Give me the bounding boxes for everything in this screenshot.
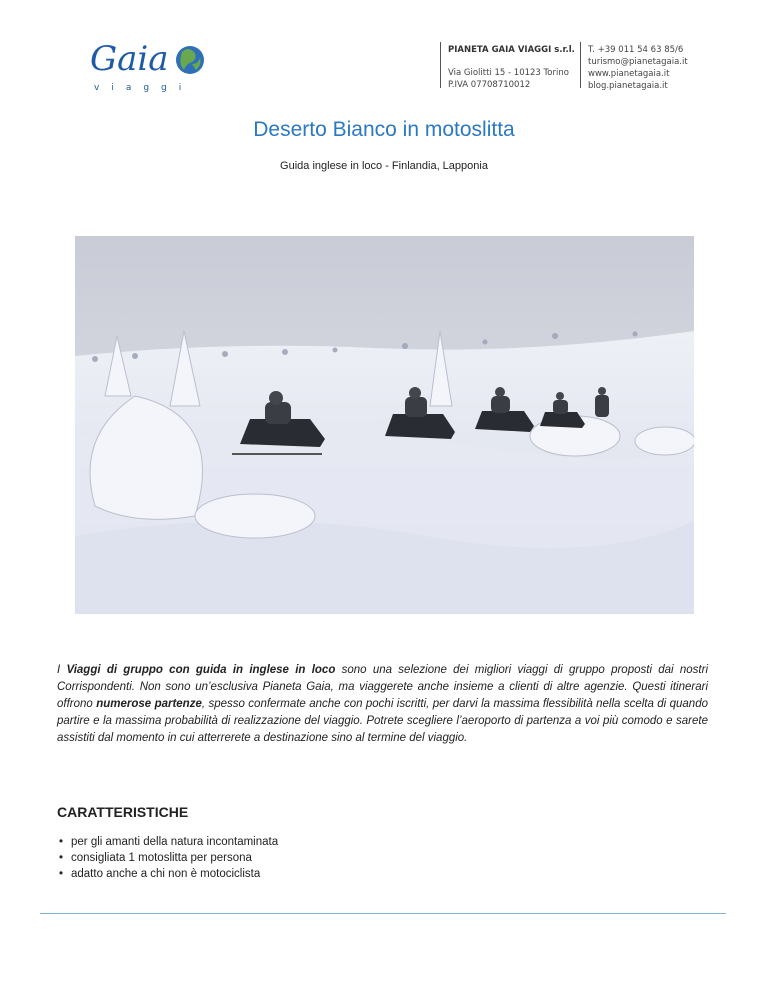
company-info <box>448 44 575 91</box>
page-subtitle: Guida inglese in loco - Finlandia, Lapponia <box>280 160 488 172</box>
logo-brand: Gaia <box>90 39 169 79</box>
page-title: Deserto Bianco in motoslitta <box>253 118 515 141</box>
company-email[interactable]: turismo@pianetagaia.it <box>588 57 688 67</box>
logo-mark <box>90 30 210 94</box>
intro-highlight: Viaggi di gruppo con guida in inglese in loco <box>66 664 336 676</box>
logo-tagline: viaggi <box>94 83 194 93</box>
snowmobile-landscape-photo-icon <box>75 236 694 614</box>
company-phone: T. +39 011 54 63 85/6 <box>588 45 684 55</box>
list-item: • adatto anche a chi non è motociclista <box>57 866 278 882</box>
features-heading: CARATTERISTICHE <box>57 804 189 820</box>
gaia-viaggi-logo <box>90 30 210 94</box>
list-item: • per gli amanti della natura incontaminata <box>57 834 278 850</box>
bottom-divider <box>40 913 726 914</box>
company-contacts <box>588 44 688 92</box>
header-separator <box>580 42 581 88</box>
header-separator <box>440 42 441 88</box>
intro-paragraph: I Viaggi di gruppo con guida in inglese in loco sono una selezione dei migliori viaggi di gruppo proposti dai nostri Corrispondenti. Non sono un’esclusiva Pianeta Gaia, ma viaggerete anche insieme a clienti di altre agenzie. Questi itinerari offrono numerose partenze, spesso confermate anche con pochi iscritti, per darvi la massima flessibilità nella scelta di quando partire e la massima probabilità di realizzazione del viaggio. Potrete scegliere l’aeroporto di partenza a voi più comodo e sarete assistiti dal momento in cui atterrerete a destinazione sino al termine del viaggio. <box>57 664 709 744</box>
company-website[interactable]: www.pianetagaia.it <box>588 69 670 79</box>
snowmobile-photo <box>75 236 694 614</box>
company-address: Via Giolitti 15 - 10123 Torino <box>448 68 569 78</box>
intro-highlight: numerose partenze <box>96 698 202 710</box>
company-name: PIANETA GAIA VIAGGI s.r.l. <box>448 45 575 55</box>
list-item: • consigliata 1 motoslitta per persona <box>57 850 278 866</box>
company-vat: P.IVA 07708710012 <box>448 80 531 90</box>
company-blog[interactable]: blog.pianetagaia.it <box>588 81 668 91</box>
features-list <box>57 834 278 882</box>
